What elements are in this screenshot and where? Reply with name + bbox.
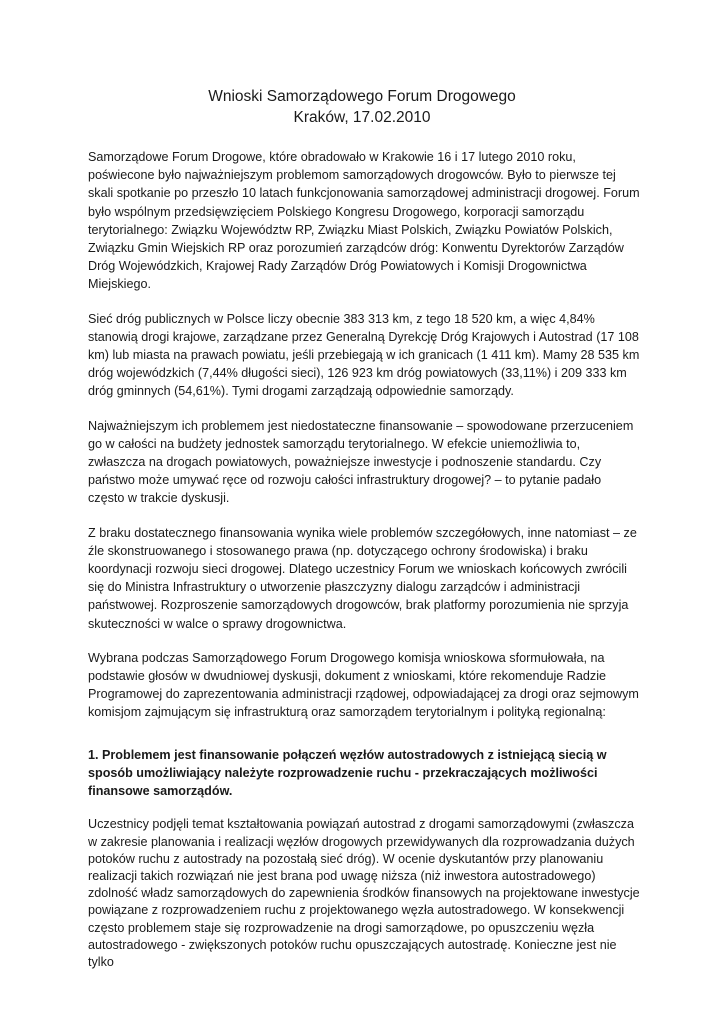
- paragraph-financing: Najważniejszym ich problemem jest niedostateczne finansowanie – spowodowane przerzuceniem go w całości na budżety jednostek samorządu terytorialnego. W efekcie uniemożliwia to, zwłaszcza na drogach powiatowych, poważniejsze inwestycje i podnoszenie standardu. Czy państwo może umywać ręce od rozwoju całości infrastruktury drogowej? – to pytanie padało często w trakcie dyskusji.: [88, 418, 634, 506]
- document-body: [88, 148, 640, 987]
- section-1-paragraph: Uczestnicy podjęli temat kształtowania powiązań autostrad z drogami samorządowymi (zwłaszcza w zakresie planowania i realizacji węzłów drogowych przewidywanych dla rozprowadzania dużych potoków ruchu z autostrady na pozostałą sieć dróg). W ocenie dyskutantów przy planowaniu realizacji takich rozwiązań nie jest brana pod uwagę niższa (niż inwestora autostradowego) zdolność władz samorządowych do zapewnienia środków finansowych na projektowane inwestycje powiązane z rozprowadzeniem ruchu z projektowanego węzła autostradowego. W konsekwencji często problemem staje się rozprowadzenie na drogi samorządowe, po opuszczeniu węzła autostradowego - zwiększonych potoków ruchu opuszczających autostradę. Konieczne jest nie tylko: [88, 817, 640, 969]
- paragraph-road-network: Sieć dróg publicznych w Polsce liczy obecnie 383 313 km, z tego 18 520 km, a więc 4,84% stanowią drogi krajowe, zarządzane przez Generalną Dyrekcję Dróg Krajowych i Autostrad (17 108 km) lub miasta na prawach powiatu, jeśli przebiegają w ich granicach (1 411 km). Mamy 28 535 km dróg wojewódzkich (7,44% długości sieci), 126 923 km dróg powiatowych (33,11%) i 209 333 km dróg gminnych (54,61%). Tymi drogami zarządzają odpowiednie samorządy.: [88, 311, 640, 399]
- section-1-heading: 1. Problemem jest finansowanie połączeń węzłów autostradowych z istniejącą siecią w sposób umożliwiający należyte rozprowadzenie ruchu - przekraczających możliwości finansowe samorządów.: [88, 747, 607, 799]
- document-title: Wnioski Samorządowego Forum Drogowego: [208, 88, 516, 105]
- paragraph-problems: Z braku dostatecznego finansowania wynika wiele problemów szczegółowych, inne natomiast – ze źle skonstruowanego i stosowanego prawa (np. dotyczącego ochrony środowiska) i braku koordynacji rozwoju sieci drogowej. Dlatego uczestnicy Forum we wnioskach końcowych zwrócili się do Ministra Infrastruktury o utworzenie płaszczyzny dialogu zarządców i administracji państwowej. Rozproszenie samorządowych drogowców, brak platformy porozumienia nie sprzyja skuteczności w walce o sprawy drogownictwa.: [88, 525, 637, 631]
- paragraph-intro: Samorządowe Forum Drogowe, które obradowało w Krakowie 16 i 17 lutego 2010 roku, poświecone było najważniejszym problemom samorządowych drogowców. Było to pierwsze tej skali spotkanie po przeszło 10 latach funkcjonowania samorządowej administracji drogowej. Forum było wspólnym przedsięwzięciem Polskiego Kongresu Drogowego, korporacji samorządu terytorialnego: Związku Województw RP, Związku Miast Polskich, Związku Powiatów Polskich, Związku Gmin Wiejskich RP oraz porozumień zarządców dróg: Konwentu Dyrektorów Zarządów Dróg Wojewódzkich, Krajowej Rady Zarządów Dróg Powiatowych i Komisji Drogownictwa Miejskiego.: [88, 150, 640, 292]
- paragraph-commission: Wybrana podczas Samorządowego Forum Drogowego komisja wnioskowa sformułowała, na podstawie głosów w dwudniowej dyskusji, dokument z wnioskami, które rekomenduje Radzie Programowej do zaprezentowania administracji rządowej, odpowiadającej za drogi oraz sejmowym komisjom zajmującym się infrastrukturą oraz samorządem terytorialnym i polityką regionalną:: [88, 650, 639, 720]
- document-place-date: Kraków, 17.02.2010: [293, 109, 431, 126]
- document-title-block: [0, 86, 724, 128]
